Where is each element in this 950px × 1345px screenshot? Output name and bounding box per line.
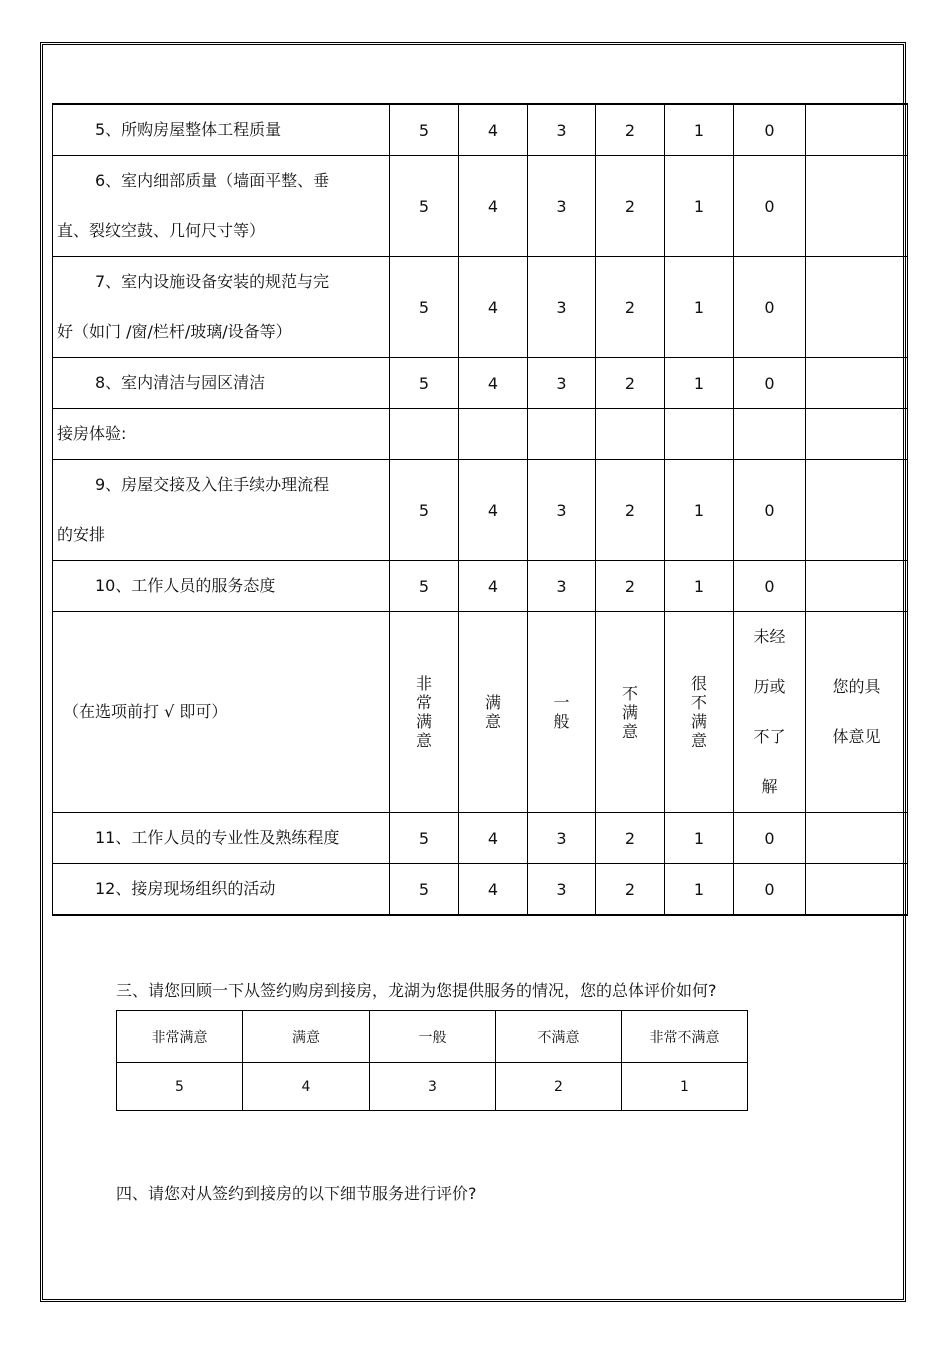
not-applicable-header-line: 未经 <box>753 627 786 646</box>
table-row <box>53 460 908 561</box>
score-cell[interactable]: 1 <box>665 156 734 257</box>
not-applicable-header-line: 解 <box>761 777 778 796</box>
score-cell[interactable]: 4 <box>459 864 528 916</box>
table-row <box>53 864 908 916</box>
question-text-line1: 6、室内细部质量（墙面平整、垂 <box>95 171 330 190</box>
question-text-line2: 的安排 <box>57 525 106 544</box>
header-band <box>52 46 904 103</box>
comment-cell[interactable] <box>806 813 908 864</box>
score-cell[interactable]: 4 <box>459 156 528 257</box>
score-cell[interactable]: 2 <box>596 104 665 156</box>
score-cell[interactable]: 5 <box>390 864 459 916</box>
section-label: 接房体验: <box>53 409 390 460</box>
overall-header-cell: 满意 <box>243 1011 370 1063</box>
score-cell[interactable]: 4 <box>459 104 528 156</box>
question-text-line2: 好（如门 /窗/栏杆/玻璃/设备等） <box>57 322 292 341</box>
satisfaction-table <box>52 103 908 916</box>
question-text-line2: 直、裂纹空鼓、几何尺寸等） <box>57 221 266 240</box>
comment-header-line: 体意见 <box>832 727 881 746</box>
score-cell[interactable]: 2 <box>596 257 665 358</box>
comment-cell[interactable] <box>806 156 908 257</box>
score-cell[interactable]: 3 <box>528 813 596 864</box>
score-cell[interactable]: 0 <box>734 156 806 257</box>
table-row <box>53 813 908 864</box>
question-label <box>53 813 390 864</box>
comment-cell[interactable] <box>806 358 908 409</box>
score-cell[interactable] <box>390 409 459 460</box>
score-cell[interactable]: 0 <box>734 561 806 612</box>
question-label <box>53 358 390 409</box>
score-cell[interactable]: 5 <box>390 561 459 612</box>
comment-cell[interactable] <box>806 257 908 358</box>
comment-cell[interactable] <box>806 460 908 561</box>
score-cell[interactable]: 5 <box>390 358 459 409</box>
score-cell[interactable]: 5 <box>390 104 459 156</box>
not-applicable-header-line: 历或 <box>753 677 786 696</box>
score-cell[interactable]: 3 <box>528 156 596 257</box>
score-cell[interactable]: 2 <box>596 813 665 864</box>
instruction-label: （在选项前打 √ 即可） <box>53 612 390 813</box>
score-cell[interactable] <box>596 409 665 460</box>
score-cell[interactable]: 1 <box>665 104 734 156</box>
overall-score-cell[interactable]: 5 <box>117 1063 243 1111</box>
score-cell[interactable]: 0 <box>734 104 806 156</box>
question-text: 11、工作人员的专业性及熟练程度 <box>95 828 340 847</box>
score-cell[interactable] <box>528 409 596 460</box>
overall-header-cell: 不满意 <box>496 1011 622 1063</box>
option-header <box>459 612 528 813</box>
score-cell[interactable]: 3 <box>528 104 596 156</box>
overall-score-cell[interactable]: 2 <box>496 1063 622 1111</box>
score-cell[interactable]: 0 <box>734 257 806 358</box>
score-cell[interactable] <box>665 409 734 460</box>
score-cell[interactable]: 3 <box>528 561 596 612</box>
question-text-line1: 9、房屋交接及入住手续办理流程 <box>95 475 330 494</box>
score-cell[interactable]: 2 <box>596 358 665 409</box>
score-cell[interactable]: 1 <box>665 561 734 612</box>
overall-score-cell[interactable]: 3 <box>370 1063 496 1111</box>
score-cell[interactable]: 2 <box>596 156 665 257</box>
table-row <box>53 358 908 409</box>
score-cell[interactable]: 3 <box>528 460 596 561</box>
question-label <box>53 561 390 612</box>
overall-header-cell: 非常不满意 <box>622 1011 748 1063</box>
question-text: 12、接房现场组织的活动 <box>95 879 276 898</box>
score-cell[interactable]: 1 <box>665 358 734 409</box>
option-header-text: 满意 <box>484 693 501 731</box>
overall-header-cell: 一般 <box>370 1011 496 1063</box>
comment-cell[interactable] <box>806 104 908 156</box>
comment-header-line: 您的具 <box>832 677 881 696</box>
question-text: 8、室内清洁与园区清洁 <box>95 373 266 392</box>
comment-cell[interactable] <box>806 409 908 460</box>
table-row <box>53 104 908 156</box>
option-header <box>528 612 596 813</box>
option-header <box>596 612 665 813</box>
score-cell[interactable]: 3 <box>528 257 596 358</box>
option-header-text: 非常满意 <box>415 674 432 750</box>
score-cell[interactable]: 5 <box>390 460 459 561</box>
score-cell[interactable]: 2 <box>596 864 665 916</box>
table-row <box>53 156 908 257</box>
score-cell[interactable]: 4 <box>459 561 528 612</box>
score-cell[interactable]: 1 <box>665 460 734 561</box>
question-label <box>53 257 390 358</box>
not-applicable-header-line: 不了 <box>753 727 786 746</box>
score-cell[interactable]: 2 <box>596 561 665 612</box>
option-header <box>665 612 734 813</box>
question-text: 5、所购房屋整体工程质量 <box>95 120 282 139</box>
score-cell[interactable] <box>734 409 806 460</box>
score-cell[interactable]: 3 <box>528 864 596 916</box>
score-cell[interactable]: 4 <box>459 257 528 358</box>
not-applicable-header <box>734 612 806 813</box>
score-cell[interactable]: 3 <box>528 358 596 409</box>
table-row <box>53 561 908 612</box>
comment-cell[interactable] <box>806 561 908 612</box>
score-cell[interactable]: 2 <box>596 460 665 561</box>
overall-rating-table <box>116 1010 748 1111</box>
section3-title: 三、请您回顾一下从签约购房到接房，龙湖为您提供服务的情况，您的总体评价如何? <box>116 981 717 1000</box>
score-cell[interactable]: 5 <box>390 257 459 358</box>
option-header-text: 不满意 <box>621 683 638 741</box>
overall-header-cell: 非常满意 <box>117 1011 243 1063</box>
question-label <box>53 104 390 156</box>
question-text-line1: 7、室内设施设备安装的规范与完 <box>95 272 330 291</box>
question-label <box>53 460 390 561</box>
option-header-text: 很不满意 <box>690 674 707 750</box>
score-cell[interactable]: 1 <box>665 864 734 916</box>
score-cell[interactable]: 1 <box>665 813 734 864</box>
score-cell[interactable] <box>459 409 528 460</box>
score-cell[interactable]: 4 <box>459 813 528 864</box>
score-cell[interactable]: 5 <box>390 156 459 257</box>
table-row <box>53 409 908 460</box>
section4-title: 四、请您对从签约到接房的以下细节服务进行评价? <box>116 1184 477 1203</box>
overall-score-cell[interactable]: 1 <box>622 1063 748 1111</box>
overall-score-cell[interactable]: 4 <box>243 1063 370 1111</box>
table-row <box>53 257 908 358</box>
option-header-text: 一般 <box>553 693 570 731</box>
score-cell[interactable]: 0 <box>734 358 806 409</box>
score-cell[interactable]: 0 <box>734 813 806 864</box>
table-row <box>53 612 908 813</box>
question-text: 10、工作人员的服务态度 <box>95 576 276 595</box>
question-label <box>53 156 390 257</box>
question-label <box>53 864 390 916</box>
option-header <box>390 612 459 813</box>
score-cell[interactable]: 4 <box>459 460 528 561</box>
score-cell[interactable]: 0 <box>734 460 806 561</box>
comment-header <box>806 612 908 813</box>
score-cell[interactable]: 5 <box>390 813 459 864</box>
score-cell[interactable]: 1 <box>665 257 734 358</box>
score-cell[interactable]: 0 <box>734 864 806 916</box>
score-cell[interactable]: 4 <box>459 358 528 409</box>
comment-cell[interactable] <box>806 864 908 916</box>
